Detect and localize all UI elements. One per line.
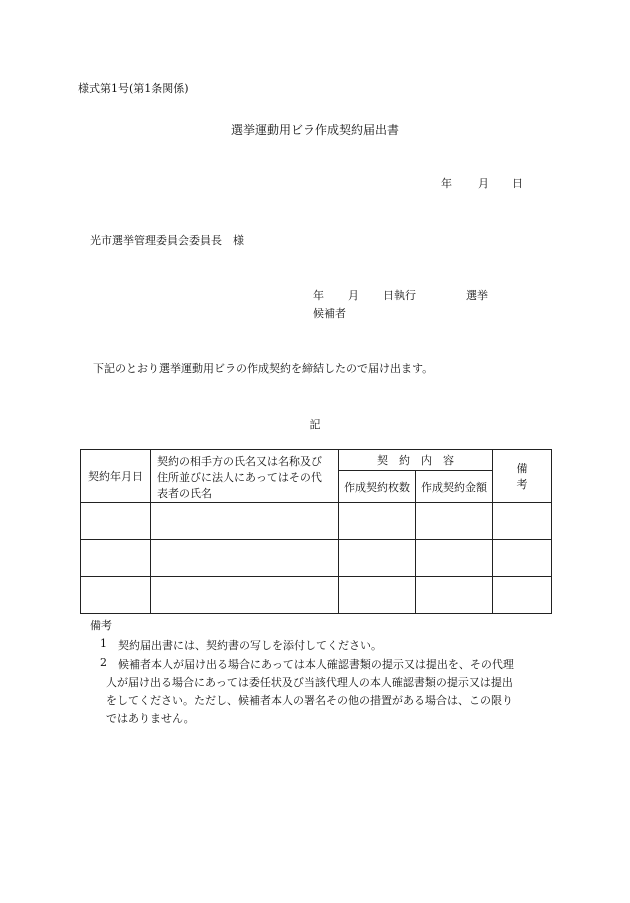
notes-title: 備考	[90, 619, 112, 632]
body-text: 下記のとおり選挙運動用ビラの作成契約を締結したので届け出ます。	[93, 362, 434, 375]
cell-date[interactable]	[81, 540, 151, 577]
election-month-label: 月	[348, 289, 359, 302]
cell-count[interactable]	[339, 503, 416, 540]
cell-party[interactable]	[151, 503, 339, 540]
note-text: をしてください。ただし、候補者本人の署名その他の措置がある場合は、この限り	[106, 694, 513, 707]
cell-remarks[interactable]	[493, 540, 552, 577]
header-contract-content: 契約内容	[339, 450, 493, 471]
cell-date[interactable]	[81, 503, 151, 540]
table-row	[81, 577, 552, 614]
cell-party[interactable]	[151, 540, 339, 577]
submission-month-label: 月	[478, 177, 489, 190]
document-title: 選挙運動用ビラ作成契約届出書	[230, 123, 399, 137]
submission-day-label: 日	[512, 177, 523, 190]
cell-count[interactable]	[339, 577, 416, 614]
note-text: 候補者本人が届け出る場合にあっては本人確認書類の提示又は提出を、その代理	[118, 658, 514, 671]
submission-year-label: 年	[441, 177, 452, 190]
header-remarks: 備考	[493, 450, 552, 503]
note-number: 2	[100, 656, 107, 669]
cell-date[interactable]	[81, 577, 151, 614]
cell-amount[interactable]	[416, 503, 493, 540]
addressee: 光市選挙管理委員会委員長 様	[90, 234, 244, 247]
cell-remarks[interactable]	[493, 577, 552, 614]
note-text: 契約届出書には、契約書の写しを添付してください。	[118, 639, 382, 652]
header-contract-date: 契約年月日	[81, 450, 151, 503]
table-row	[81, 503, 552, 540]
ki-label: 記	[309, 418, 321, 431]
table-row	[81, 540, 552, 577]
election-year-label: 年	[313, 289, 324, 302]
header-amount: 作成契約金額	[416, 471, 493, 503]
cell-party[interactable]	[151, 577, 339, 614]
note-text: ではありません。	[106, 712, 195, 725]
header-party: 契約の相手方の氏名又は名称及び住所並びに法人にあってはその代表者の氏名	[151, 450, 339, 503]
cell-count[interactable]	[339, 540, 416, 577]
table-header-row	[81, 450, 552, 471]
election-executed-label: 日執行	[383, 289, 416, 302]
cell-amount[interactable]	[416, 540, 493, 577]
candidate-label: 候補者	[313, 307, 346, 320]
header-count: 作成契約枚数	[339, 471, 416, 503]
form-number: 様式第1号(第1条関係)	[78, 82, 189, 95]
election-name-label: 選挙	[466, 289, 488, 302]
cell-amount[interactable]	[416, 577, 493, 614]
note-text: 人が届け出る場合にあっては委任状及び当該代理人の本人確認書類の提示又は提出	[106, 676, 513, 689]
cell-remarks[interactable]	[493, 503, 552, 540]
note-number: 1	[100, 637, 107, 650]
contract-table	[80, 449, 552, 614]
